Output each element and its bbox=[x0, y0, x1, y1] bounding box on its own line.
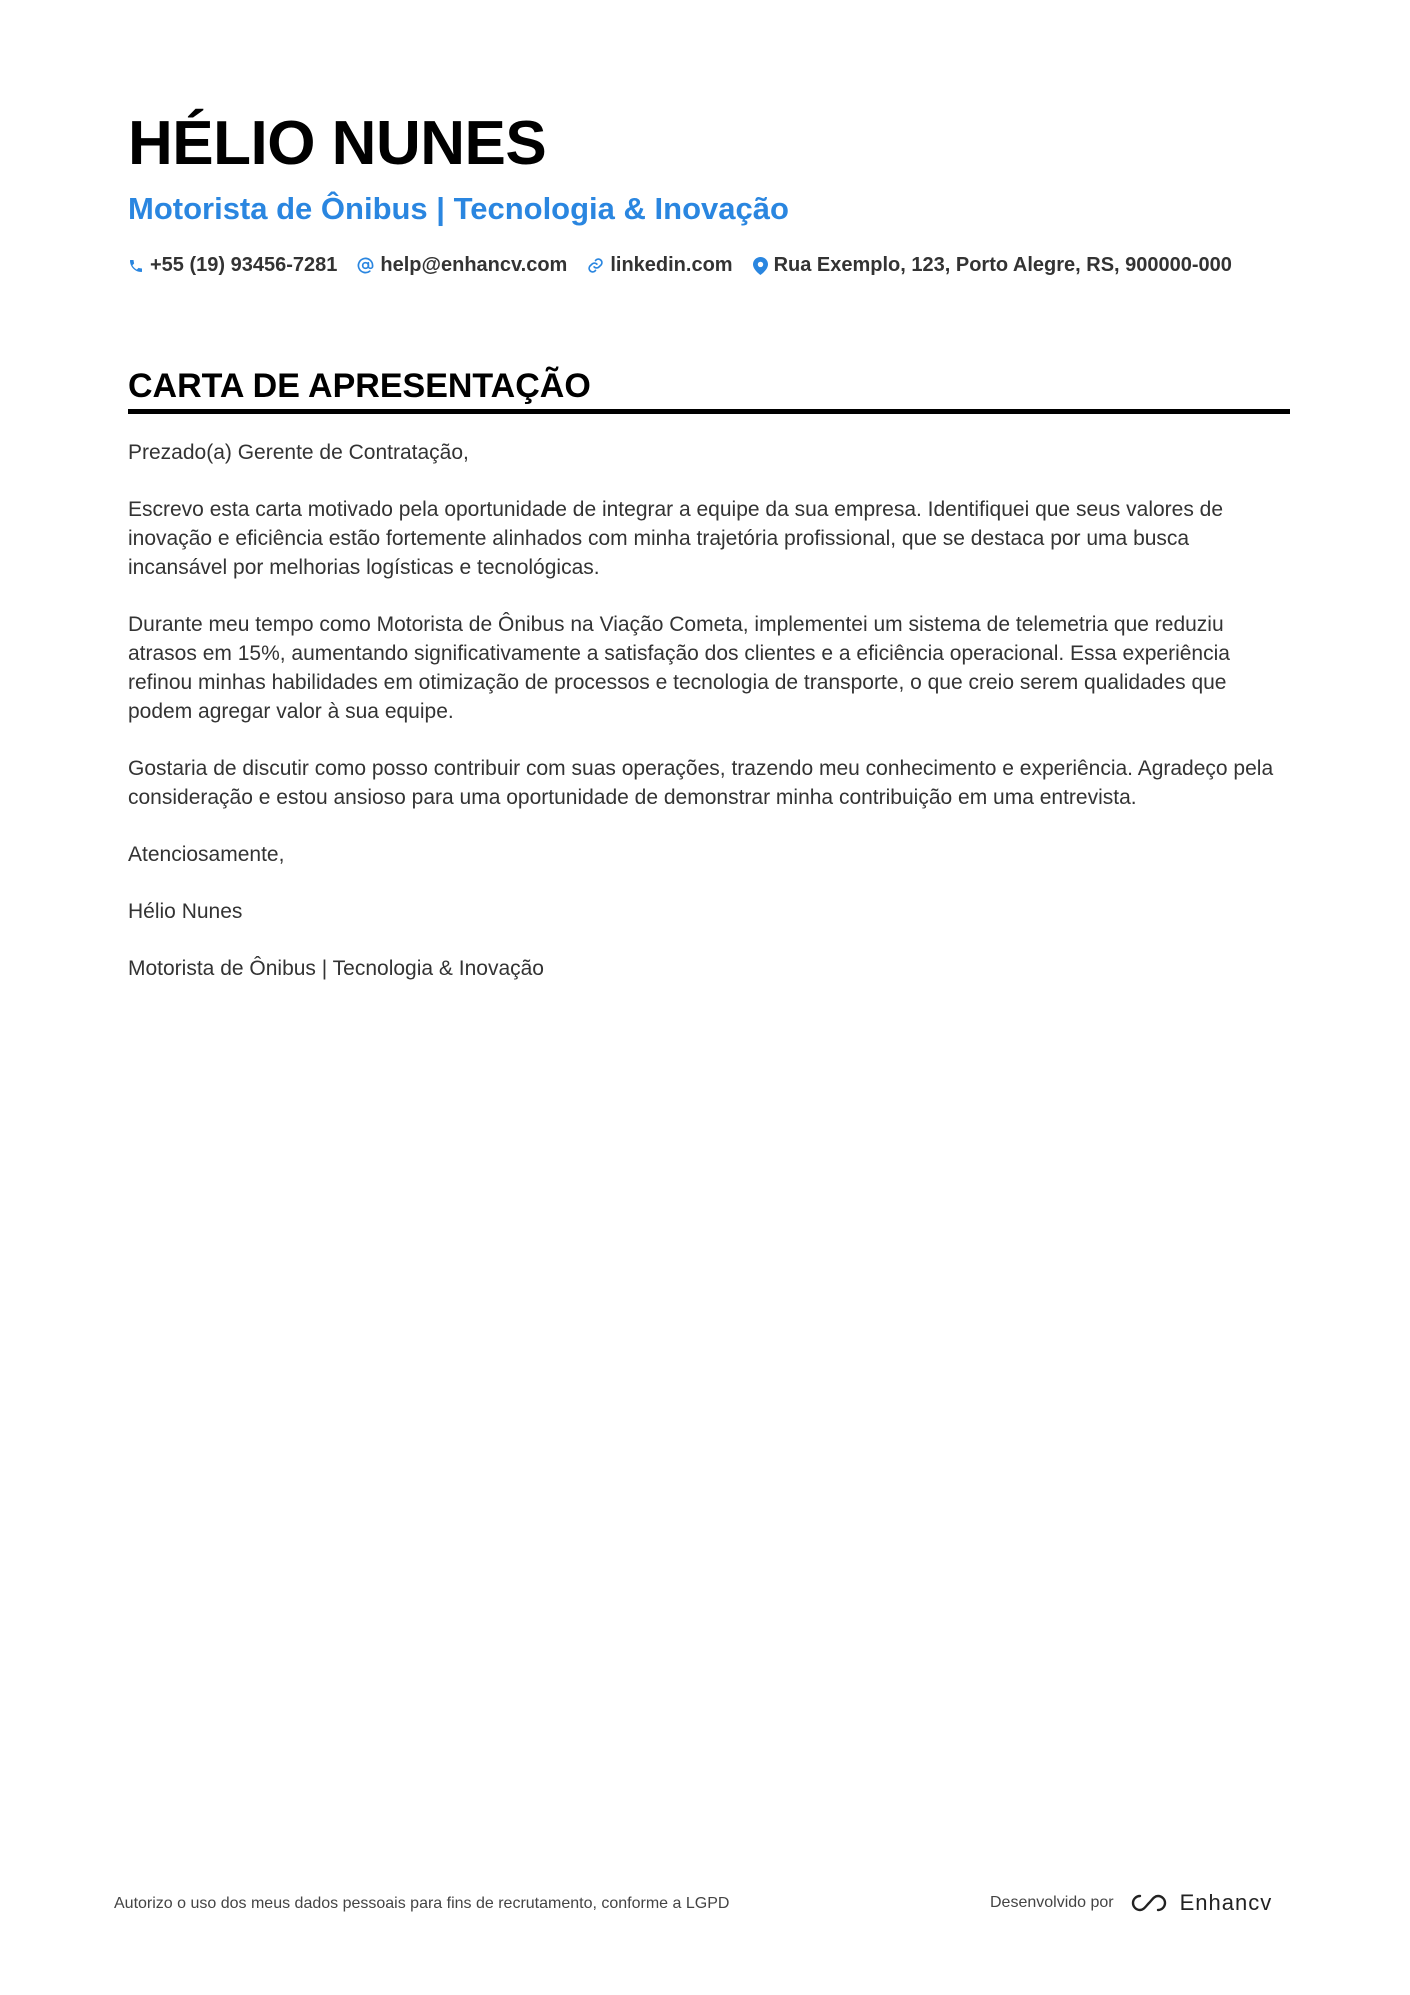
contact-phone bbox=[128, 254, 337, 277]
letter-closing: Atenciosamente, bbox=[128, 843, 285, 866]
contact-linkedin bbox=[587, 254, 732, 277]
address-text: Rua Exemplo, 123, Porto Alegre, RS, 900000-000 bbox=[773, 254, 1232, 276]
letter-paragraph: Escrevo esta carta motivado pela oportunidade de integrar a equipe da sua empresa. Identifiquei que seus valores de inovação e eficiência estão fortemente alinhados com minha trajetória profissional, que se destaca por uma busca incansável por melhorias logísticas e tecnológicas. bbox=[128, 498, 1224, 579]
letter-paragraph: Gostaria de discutir como posso contribuir com suas operações, trazendo meu conhecimento e experiência. Agradeço pela consideração e estou ansioso para uma oportunidade de demonstrar minha contribuição em uma entrevista. bbox=[128, 757, 1274, 809]
letter-body bbox=[128, 438, 1293, 1011]
at-icon bbox=[357, 257, 374, 274]
letter-greeting: Prezado(a) Gerente de Contratação, bbox=[128, 441, 469, 464]
enhancv-logo-icon bbox=[1126, 1891, 1172, 1915]
powered-by-label: Desenvolvido por bbox=[990, 1894, 1114, 1911]
contact-address bbox=[753, 254, 1232, 277]
location-pin-icon bbox=[753, 257, 768, 275]
phone-icon bbox=[128, 258, 144, 274]
section-divider bbox=[128, 409, 1290, 414]
brand-name: Enhancv bbox=[1179, 1890, 1273, 1915]
linkedin-text: linkedin.com bbox=[610, 254, 733, 276]
signature-name: Hélio Nunes bbox=[128, 900, 243, 923]
candidate-title: Motorista de Ônibus | Tecnologia & Inovação bbox=[128, 191, 789, 226]
consent-note: Autorizo o uso dos meus dados pessoais para fins de recrutamento, conforme a LGPD bbox=[114, 1895, 730, 1912]
link-icon bbox=[587, 257, 604, 274]
contact-email bbox=[357, 254, 567, 277]
phone-text: +55 (19) 93456-7281 bbox=[150, 254, 338, 276]
section-title: CARTA DE APRESENTAÇÃO bbox=[128, 367, 591, 405]
powered-by bbox=[990, 1890, 1272, 1916]
candidate-name: HÉLIO NUNES bbox=[128, 109, 547, 178]
email-text: help@enhancv.com bbox=[380, 254, 568, 276]
contact-bar bbox=[128, 254, 1252, 277]
letter-paragraph: Durante meu tempo como Motorista de Ônibus na Viação Cometa, implementei um sistema de telemetria que reduziu atrasos em 15%, aumentando significativamente a satisfação dos clientes e a eficiência operacional. Essa experiência refinou minhas habilidades em otimização de processos e tecnologia de transporte, o que creio serem qualidades que podem agregar valor à sua equipe. bbox=[128, 613, 1230, 723]
signature-title: Motorista de Ônibus | Tecnologia & Inovação bbox=[128, 957, 544, 980]
